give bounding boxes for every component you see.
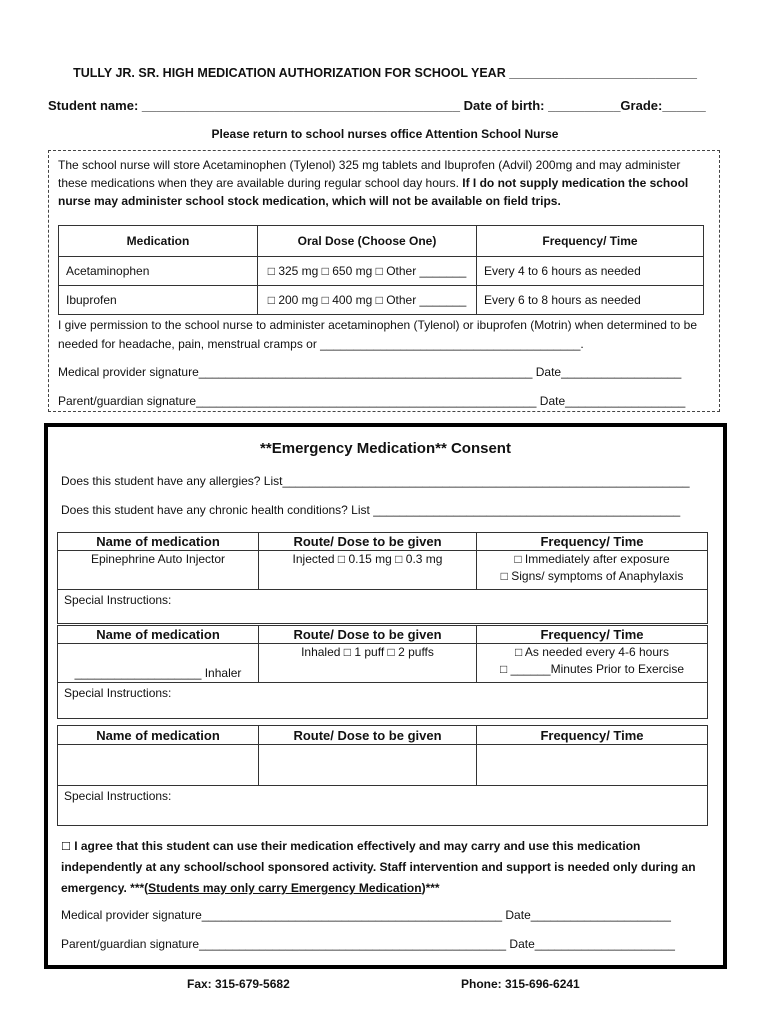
agree-text: I agree that this student can use their medication effectively and may carry and use this medication independently at any school/school sponsored activity. Staff intervention and support is needed only during an emergency. ***( [61, 839, 696, 895]
otc-med-name: Acetaminophen [59, 257, 258, 286]
med1-special-instructions[interactable]: Special Instructions: [58, 590, 708, 624]
emergency-provider-signature[interactable]: Medical provider signature_____________________________________________ Date_____________________ [61, 908, 671, 922]
col-name-of-medication: Name of medication [58, 626, 259, 644]
agree-end-text: )*** [421, 881, 440, 895]
agree-checkbox[interactable]: ☐ [61, 840, 71, 853]
table-row [59, 286, 704, 315]
med1-frequency-option[interactable]: □ Immediately after exposure [514, 552, 670, 566]
otc-col-medication: Medication [59, 226, 258, 257]
otc-frequency: Every 6 to 8 hours as needed [477, 286, 704, 315]
table-row [58, 786, 708, 826]
med1-frequency-cell [477, 551, 708, 590]
med3-special-instructions[interactable]: Special Instructions: [58, 786, 708, 826]
fax-number: Fax: 315-679-5682 [187, 977, 290, 991]
table-row [58, 590, 708, 624]
table-row [59, 257, 704, 286]
table-row [58, 745, 708, 786]
med2-frequency-cell [477, 644, 708, 683]
col-name-of-medication: Name of medication [58, 726, 259, 745]
col-name-of-medication: Name of medication [58, 533, 259, 551]
chronic-conditions-question[interactable]: Does this student have any chronic health conditions? List ______________________________________________ [61, 503, 681, 517]
emergency-parent-signature[interactable]: Parent/guardian signature______________________________________________ Date_____________________ [61, 937, 675, 951]
emergency-med-table-3 [57, 725, 708, 826]
otc-provider-signature[interactable]: Medical provider signature__________________________________________________ Date__________________ [58, 365, 682, 379]
permission-statement[interactable]: I give permission to the school nurse to administer acetaminophen (Tylenol) or ibuprofen (Motrin) when determined to be needed for headache, pain, menstrual cramps or _______________________________________. [58, 318, 697, 351]
return-note: Please return to school nurses office Attention School Nurse [211, 127, 559, 141]
table-row [58, 551, 708, 590]
col-frequency: Frequency/ Time [477, 533, 708, 551]
med2-frequency-option[interactable]: □ As needed every 4-6 hours [514, 645, 669, 659]
agreement-statement [61, 836, 711, 899]
med2-frequency-option[interactable]: □ ______Minutes Prior to Exercise [499, 662, 684, 676]
med3-route[interactable] [259, 745, 477, 786]
col-frequency: Frequency/ Time [477, 626, 708, 644]
med2-route[interactable]: Inhaled □ 1 puff □ 2 puffs [259, 644, 477, 683]
phone-number: Phone: 315-696-6241 [461, 977, 580, 991]
table-row [58, 644, 708, 683]
table-row [58, 683, 708, 719]
med3-frequency[interactable] [477, 745, 708, 786]
student-info-line[interactable]: Student name: ____________________________________________ Date of birth: __________Grade:______ [48, 98, 706, 113]
med1-route[interactable]: Injected □ 0.15 mg □ 0.3 mg [259, 551, 477, 590]
otc-col-frequency: Frequency/ Time [477, 226, 704, 257]
col-route-dose: Route/ Dose to be given [259, 726, 477, 745]
otc-intro-bold: If I do not supply medication the school nurse may administer school stock medication, which will not be available on field trips. [58, 176, 689, 208]
med3-name[interactable] [58, 745, 259, 786]
otc-dose-options[interactable]: □ 200 mg □ 400 mg □ Other _______ [258, 286, 477, 315]
med2-name[interactable]: ___________________ Inhaler [58, 644, 259, 683]
otc-medication-table [58, 225, 704, 315]
agree-underlined-text: Students may only carry Emergency Medication [148, 881, 422, 895]
med1-frequency-option[interactable]: □ Signs/ symptoms of Anaphylaxis [500, 569, 684, 583]
col-route-dose: Route/ Dose to be given [259, 533, 477, 551]
otc-frequency: Every 4 to 6 hours as needed [477, 257, 704, 286]
allergies-question[interactable]: Does this student have any allergies? List_____________________________________________________________ [61, 474, 690, 488]
otc-med-name: Ibuprofen [59, 286, 258, 315]
otc-col-dose: Oral Dose (Choose One) [258, 226, 477, 257]
col-frequency: Frequency/ Time [477, 726, 708, 745]
otc-intro-plain: The school nurse will store Acetaminophen (Tylenol) 325 mg tablets and Ibuprofen (Advil) 200mg and may administer these medications when they are available during regular school day hours. [58, 158, 681, 190]
emergency-med-table-2 [57, 625, 708, 719]
otc-parent-signature[interactable]: Parent/guardian signature___________________________________________________ Date__________________ [58, 394, 686, 408]
otc-dose-options[interactable]: □ 325 mg □ 650 mg □ Other _______ [258, 257, 477, 286]
emergency-title: **Emergency Medication** Consent [260, 440, 511, 457]
med1-name: Epinephrine Auto Injector [58, 551, 259, 590]
otc-intro [58, 156, 708, 210]
col-route-dose: Route/ Dose to be given [259, 626, 477, 644]
med2-special-instructions[interactable]: Special Instructions: [58, 683, 708, 719]
form-title: TULLY JR. SR. HIGH MEDICATION AUTHORIZATION FOR SCHOOL YEAR ___________________________ [73, 66, 697, 80]
emergency-med-table-1 [57, 532, 708, 624]
